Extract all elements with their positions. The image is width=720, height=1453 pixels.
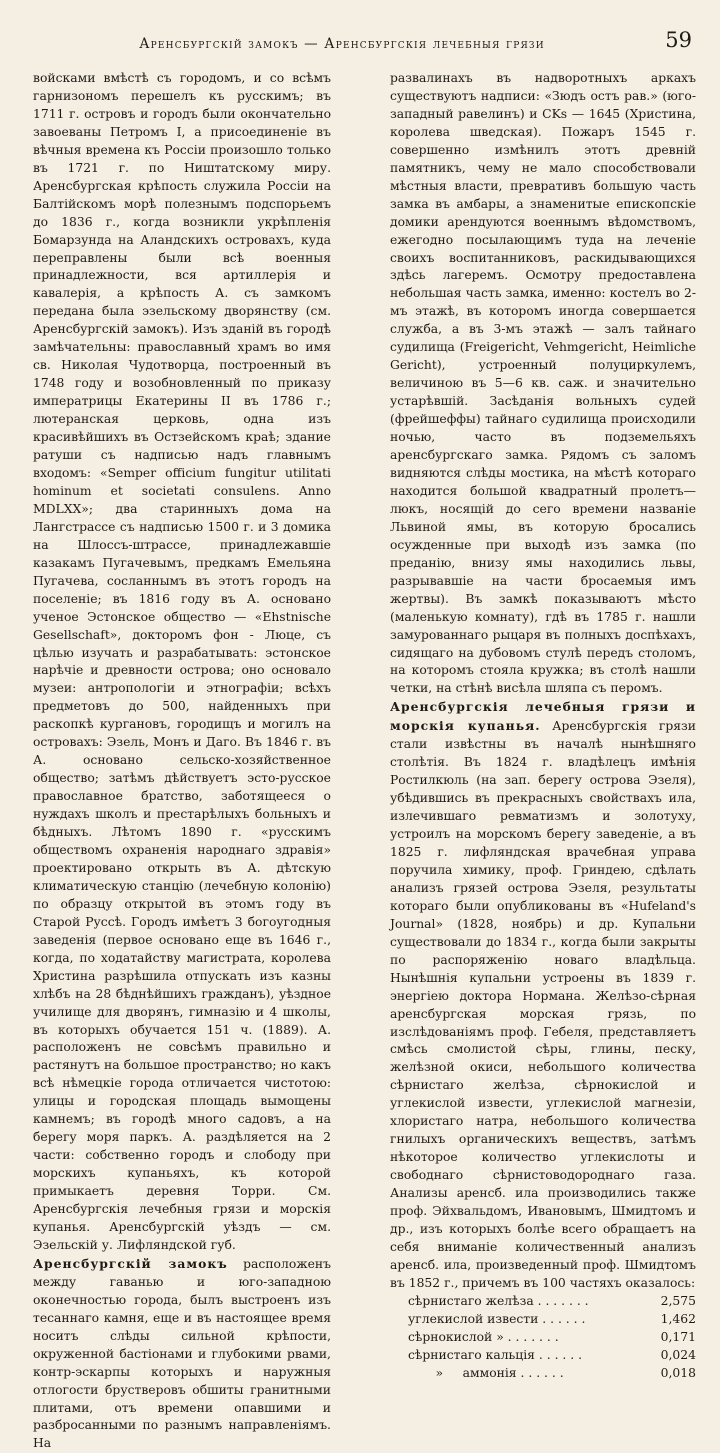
analysis-value: 0,171	[660, 1329, 696, 1344]
left-paragraph-1: войсками вмѣстѣ съ городомъ, и со всѣмъ гарнизономъ перешелъ къ русскимъ; въ 1711 г. островъ и городъ были окончательно завоеваны Петромъ I, а присоединеніе въ вѣчныя времена къ Россіи произошло только въ 1721 г. по Ништатскому миру. Аренсбургская крѣпость служила Россіи на Балтійскомъ морѣ полезнымъ подспорьемъ до 1836 г., когда возникли укрѣпленія Бомарзунда на Аландскихъ островахъ, куда переправлены были всѣ военныя принадлежности, вся артиллерія и кавалерія, а крѣпость А. съ замкомъ передана была эзельскому дворянству (см. Аренсбургскій замокъ). Изъ зданій въ городѣ замѣчательны: православный храмъ во имя св. Николая Чудотворца, построенный въ 1748 году и возобновленный по приказу императрицы Екатерины II въ 1786 г.; лютеранская церковь, одна изъ красивѣйшихъ въ Остзейскомъ краѣ; здание ратуши съ надписью надъ главнымъ входомъ: «Semper officium fungitur utilitati hominum et societati consulens. Anno MDLXX»; два старинныхъ дома на Лангстрассе съ надписью 1500 г. и 3 домика на Шлоссъ-штрассе, принадлежавшіе казакамъ Пугачевымъ, предкамъ Емельяна Пугачева, сосланнымъ въ этотъ городъ на поселеніе; въ 1816 году въ А. основано ученое Эстонское общество — «Ehstnische Gesellschaft», докторомъ фон - Люце, съ цѣлью изучать и разрабатывать: эстонское нарѣчіе и древности острова; оно основало музеи: антропологіи и этнографіи; всѣхъ предметовъ до 500, найденныхъ при раскопкѣ кургановъ, городищъ и могилъ на островахъ: Эзель, Монъ и Даго. Въ 1846 г. въ А. основано сельско-хозяйственное общество; затѣмъ дѣйствуетъ эсто-русское православное братство, заботящееся о нуждахъ школъ и престарѣлыхъ больныхъ и бѣдныхъ. Лѣтомъ 1890 г. «русскимъ обществомъ охраненія народнаго здравія» проектировано открыть въ А. дѣтскую климатическую станцію (лечебную колонію) по образцу открытой въ этомъ году въ Старой Руссѣ. Городъ имѣетъ 3 богоугодныя заведенія (первое основано еще въ 1646 г., когда, по ходатайству магистрата, королева Христина разрѣшила отпускать изъ казны хлѣбъ на 28 бѣднѣйшихъ гражданъ), уѣздное училище для дворянъ, гимназію и 4 школы, въ которыхъ обучается 151 ч. (1889). А. расположенъ не совсѣмъ правильно и растянутъ на большое пространство; но какъ всѣ нѣмецкіе города отличается чистотою: улицы и городская площадь вымощены камнемъ; въ городѣ много садовъ, а на берегу моря паркъ. А. раздѣляется на 2 части: собственно городъ и слободу при морскихъ купаньяхъ, къ которой примыкаетъ деревня Торри. См. Аренсбургскія лечебныя грязи и морскія купанья. Аренсбургскій уѣздъ — см. Эзельскій у. Лифляндской губ.	[33, 71, 331, 1252]
analysis-table	[390, 1293, 696, 1383]
right-paragraph-1: развалинахъ въ надворотныхъ аркахъ существуютъ надписи: «Зюдъ остъ рав.» (юго-западный равелинъ) и CKs — 1645 (Христина, королева шведская). Пожаръ 1545 г. совершенно измѣнилъ этотъ древній памятникъ, чему не мало способствовали мѣстныя власти, превративъ большую часть замка въ амбары, а знаменитые епископскіе домики арендуются военнымъ вѣдомствомъ, ежегодно посылающимъ туда на леченіе своихъ воспитанниковъ, раскидывающихся здѣсь лагеремъ. Осмотру предоставлена небольшая часть замка, именно: костелъ во 2-мъ этажѣ, въ которомъ иногда совершается служба, а въ 3-мъ этажѣ — залъ тайнаго судилища (Freigericht, Vehmgericht, Heimliche Gericht), устроенный полуциркулемъ, величиною въ 5—6 кв. саж. и значительно устарѣвшій. Засѣданія вольныхъ судей (фрейшеффы) тайнаго судилища происходили ночью, часто въ подземельяхъ аренсбургскаго замка. Рядомъ съ заломъ видняются слѣды мостика, на мѣстѣ котораго находится большой квадратный пролетъ—люкъ, носящій до сего времени названіе Львиной ямы, въ которую бросались осужденные при выходѣ изъ замка (по преданію, внизу ямы находились львы, разрывавшіе на части бросаемыя имъ жертвы). Въ замкѣ показываютъ мѣсто (маленькую комнату), гдѣ въ 1785 г. нашли замурованнаго рыцаря въ полныхъ доспѣхахъ, сидящаго на дубовомъ стулѣ передъ столомъ, на которомъ стояла кружка; въ столѣ нашли четки, на стѣнѣ висѣла шляпа съ перомъ.	[390, 71, 696, 696]
analysis-value: 2,575	[660, 1293, 696, 1308]
article-body-zamok: расположенъ между гаванью и юго-западною оконечностью города, былъ выстроенъ изъ тесаннаго камня, еще и въ настоящее время носитъ слѣды сильной крѣпости, окруженной бастіонами и глубокими рвами, контр-эскарпы которыхъ и наружныя отлогости брустверовъ обшиты гранитными плитами, отъ времени опавшими и разбросанными по разнымъ направленіямъ. На	[33, 1256, 331, 1451]
analysis-component: сѣрнокислой » . . . . . . .	[408, 1329, 559, 1344]
analysis-value: 0,024	[660, 1347, 696, 1362]
page-number: 59	[665, 28, 692, 52]
analysis-value: 1,462	[660, 1311, 696, 1326]
analysis-value: 0,018	[660, 1365, 696, 1380]
analysis-component: сѣрнистаго желѣза . . . . . . .	[408, 1293, 589, 1308]
table-row	[390, 1293, 696, 1311]
analysis-component: сѣрнистаго кальція . . . . . .	[408, 1347, 583, 1362]
table-row	[390, 1329, 696, 1347]
left-column	[33, 70, 331, 1451]
analysis-component: » аммонія . . . . . .	[408, 1365, 564, 1380]
article-body-gryazi: Аренсбургскія грязи стали извѣстны въ началѣ нынѣшняго столѣтія. Въ 1824 г. владѣлецъ имѣнія Ростилкюль (на зап. берегу острова Эзеля), убѣдившись въ прекрасныхъ свойствахъ ила, излечившаго ревматизмъ и золотуху, устроилъ на морскомъ берегу заведеніе, а въ 1825 г. лифляндская врачебная управа поручила химику, проф. Гриндею, сдѣлать анализъ грязей острова Эзеля, результаты котораго были опубликованы въ «Hufeland's Journal» (1828, ноябрь) и др. Купальни существовали до 1834 г., когда были закрыты по распоряженію новаго владѣльца. Нынѣшнія купальни устроены въ 1839 г. энергіею доктора Нормана. Желѣзо-сѣрная аренсбургская морская грязь, по изслѣдованіямъ проф. Гебеля, представляетъ смѣсь смолистой сѣры, глины, песку, желѣзной окиси, небольшого количества сѣрнистаго желѣза, сѣрнокислой и углекислой извести, углекислой магнезіи, хлористаго натра, небольшого количества гнилыхъ органическихъ веществъ, затѣмъ нѣкоторое количество углекислоты и свободнаго сѣрнистоводороднаго газа. Анализы аренсб. ила производились также проф. Эйхвальдомъ, Ивановымъ, Шмидтомъ и др., изъ которыхъ болѣе всего обращаетъ на себя вниманіе количественный анализъ аренсб. ила, произведенный проф. Шмидтомъ въ 1852 г., причемъ въ 100 частяхъ оказалось:	[390, 719, 696, 1290]
table-row	[390, 1347, 696, 1365]
analysis-component: углекислой извести . . . . . .	[408, 1311, 586, 1326]
article-heading-zamok: Аренсбургскій замокъ	[33, 1255, 228, 1271]
table-row	[390, 1311, 696, 1329]
page-header	[32, 28, 692, 58]
left-paragraph-2	[33, 1255, 331, 1453]
right-paragraph-2	[390, 698, 696, 1292]
article-heading-gryazi: Аренсбургскія лечебныя грязи и морскія купанья.	[390, 699, 696, 734]
right-column	[390, 70, 696, 1380]
running-head: Аренсбургскій замокъ — Аренсбургскія лечебныя грязи	[139, 36, 545, 52]
table-row	[390, 1365, 696, 1383]
